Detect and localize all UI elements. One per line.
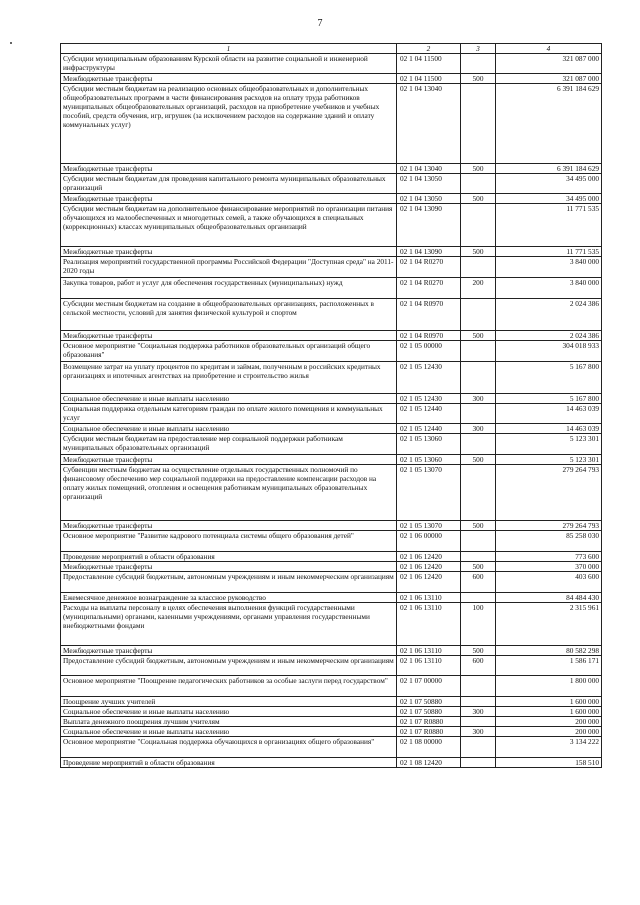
row-name: Поощрение лучших учителей [61,697,397,707]
table-row [61,521,602,531]
row-type [461,465,496,521]
row-type: 500 [461,164,496,174]
row-code: 02 1 05 12430 [397,362,461,394]
row-type: 500 [461,194,496,204]
row-name: Основное мероприятие "Развитие кадрового потенциала системы общего образования детей" [61,531,397,552]
row-amount: 5 123 301 [496,455,602,465]
table-row [61,455,602,465]
row-type: 200 [461,278,496,299]
row-amount: 200 000 [496,717,602,727]
row-code: 02 1 05 12440 [397,404,461,424]
row-type [461,758,496,768]
row-code: 02 1 05 00000 [397,341,461,362]
row-amount: 158 510 [496,758,602,768]
row-code: 02 1 05 13060 [397,455,461,465]
row-amount: 3 840 000 [496,278,602,299]
row-name: Предоставление субсидий бюджетным, автономным учреждениям и иным некоммерческим организациям [61,656,397,676]
row-type: 300 [461,424,496,434]
row-type [461,404,496,424]
row-code: 02 1 07 R0880 [397,727,461,737]
row-amount: 11 771 535 [496,247,602,257]
row-amount: 1 586 171 [496,656,602,676]
row-type [461,362,496,394]
row-name: Расходы на выплаты персоналу в целях обеспечения выполнения функций государственными (муниципальными) органами, казенными учреждениями, органами управления государственными внебюджетными фондами [61,603,397,646]
row-name: Социальное обеспечение и иные выплаты населению [61,707,397,717]
row-type: 300 [461,727,496,737]
table-row [61,257,602,278]
row-amount: 85 258 030 [496,531,602,552]
row-code: 02 1 04 13050 [397,174,461,194]
row-code: 02 1 04 11500 [397,54,461,74]
table-row [61,194,602,204]
row-type: 500 [461,521,496,531]
table-row [61,164,602,174]
row-amount: 84 484 430 [496,593,602,603]
row-amount: 80 582 298 [496,646,602,656]
row-name: Межбюджетные трансферты [61,74,397,84]
row-amount: 321 087 000 [496,54,602,74]
row-name: Субвенции местным бюджетам на осуществление отдельных государственных полномочий по финансовому обеспечению мер социальной поддержки на предоставление компенсации расходов на оплату жилых помещений, отопления и освещения работникам муниципальных образовательных организаций [61,465,397,521]
row-type [461,204,496,247]
row-type [461,552,496,562]
row-name: Возмещение затрат на уплату процентов по кредитам и займам, полученным в российских кредитных организациях и ипотечных агентствах на приобретение и строительство жилья [61,362,397,394]
row-type: 500 [461,455,496,465]
row-code: 02 1 07 50880 [397,697,461,707]
row-amount: 5 167 800 [496,394,602,404]
row-code: 02 1 06 13110 [397,656,461,676]
table-row [61,593,602,603]
row-name: Межбюджетные трансферты [61,521,397,531]
row-type: 500 [461,74,496,84]
row-amount: 3 134 222 [496,737,602,758]
row-code: 02 1 04 R0270 [397,278,461,299]
row-amount: 773 600 [496,552,602,562]
row-name: Социальное обеспечение и иные выплаты населению [61,727,397,737]
table-row [61,646,602,656]
row-name: Субсидии местным бюджетам на создание в общеобразовательных организациях, расположенных в сельской местности, условий для занятия физической культурой и спортом [61,299,397,331]
row-code: 02 1 06 12420 [397,572,461,593]
table-row [61,727,602,737]
row-code: 02 1 06 13110 [397,646,461,656]
row-code: 02 1 04 13040 [397,84,461,164]
row-type [461,174,496,194]
table-row [61,278,602,299]
page-number: 7 [317,18,323,29]
row-type [461,593,496,603]
row-amount: 1 600 000 [496,707,602,717]
table-row [61,362,602,394]
row-name: Межбюджетные трансферты [61,455,397,465]
table-row [61,717,602,727]
row-name: Ежемесячное денежное вознаграждение за классное руководство [61,593,397,603]
row-name: Социальная поддержка отдельным категориям граждан по оплате жилого помещения и коммунальных услуг [61,404,397,424]
row-code: 02 1 04 13040 [397,164,461,174]
table-row [61,54,602,74]
row-amount: 14 463 039 [496,404,602,424]
row-code: 02 1 08 00000 [397,737,461,758]
table-row [61,572,602,593]
row-type [461,676,496,697]
row-amount: 321 087 000 [496,74,602,84]
header-col-name: 1 [61,44,397,54]
table-row [61,676,602,697]
row-type [461,531,496,552]
row-amount: 5 167 800 [496,362,602,394]
row-code: 02 1 06 00000 [397,531,461,552]
row-type: 500 [461,562,496,572]
row-code: 02 1 04 13090 [397,247,461,257]
row-type: 300 [461,394,496,404]
table-body [61,54,602,768]
row-code: 02 1 07 50880 [397,707,461,717]
row-name: Проведение мероприятий в области образования [61,758,397,768]
table-row [61,434,602,455]
header-col-amount: 4 [496,44,602,54]
table-row [61,697,602,707]
row-code: 02 1 04 13050 [397,194,461,204]
row-code: 02 1 06 13110 [397,603,461,646]
table-row [61,562,602,572]
row-type [461,697,496,707]
row-type [461,737,496,758]
row-amount: 11 771 535 [496,204,602,247]
row-amount: 279 264 793 [496,465,602,521]
row-name: Межбюджетные трансферты [61,164,397,174]
table-row [61,341,602,362]
row-amount: 5 123 301 [496,434,602,455]
row-amount: 14 463 039 [496,424,602,434]
row-type: 500 [461,646,496,656]
table-row [61,603,602,646]
row-amount: 200 000 [496,727,602,737]
row-name: Субсидии местным бюджетам на реализацию основных общеобразовательных и дополнительных общеобразовательных программ в части финансирования расходов на оплату труда работников муниципальных общеобразовательных организаций, расходов на приобретение учебников и учебных пособий, средств обучения, игр, игрушек (за исключением расходов на содержание зданий и оплату коммунальных услуг) [61,84,397,164]
row-name: Основное мероприятие "Социальная поддержка обучающихся в организациях общего образования" [61,737,397,758]
row-name: Межбюджетные трансферты [61,331,397,341]
row-code: 02 1 04 R0270 [397,257,461,278]
row-type [461,299,496,331]
row-code: 02 1 05 13060 [397,434,461,455]
table-row [61,737,602,758]
row-type: 500 [461,247,496,257]
row-code: 02 1 04 13090 [397,204,461,247]
row-code: 02 1 06 12420 [397,562,461,572]
row-type: 300 [461,707,496,717]
row-amount: 2 024 386 [496,299,602,331]
table-row [61,247,602,257]
row-code: 02 1 04 R0970 [397,331,461,341]
table-row [61,758,602,768]
row-name: Субсидии местным бюджетам на дополнительное финансирование мероприятий по организации питания обучающихся из малообеспеченных и многодетных семей, а также обучающихся в специальных (коррекционных) классах муниципальных общеобразовательных организаций [61,204,397,247]
row-name: Выплата денежного поощрения лучшим учителям [61,717,397,727]
row-code: 02 1 05 12440 [397,424,461,434]
row-code: 02 1 04 11500 [397,74,461,84]
table-row [61,656,602,676]
row-amount: 304 018 933 [496,341,602,362]
row-amount: 34 495 000 [496,174,602,194]
row-name: Субсидии местным бюджетам для проведения капитального ремонта муниципальных образовательных организаций [61,174,397,194]
row-name: Межбюджетные трансферты [61,194,397,204]
row-code: 02 1 05 13070 [397,521,461,531]
row-code: 02 1 04 R0970 [397,299,461,331]
row-code: 02 1 07 R0880 [397,717,461,727]
table-row [61,74,602,84]
table-row [61,424,602,434]
row-name: Межбюджетные трансферты [61,646,397,656]
scan-speck [10,42,12,44]
row-amount: 403 600 [496,572,602,593]
table-row [61,84,602,164]
row-amount: 6 391 184 629 [496,84,602,164]
row-type: 600 [461,572,496,593]
row-name: Субсидии местным бюджетам на предоставление мер социальной поддержки работникам муниципальных образовательных организаций [61,434,397,455]
row-code: 02 1 06 12420 [397,552,461,562]
row-amount: 6 391 184 629 [496,164,602,174]
row-code: 02 1 08 12420 [397,758,461,768]
row-type: 500 [461,331,496,341]
table-row [61,404,602,424]
row-type [461,54,496,74]
row-amount: 279 264 793 [496,521,602,531]
table-row [61,204,602,247]
row-amount: 2 315 961 [496,603,602,646]
row-name: Закупка товаров, работ и услуг для обеспечения государственных (муниципальных) нужд [61,278,397,299]
row-type: 100 [461,603,496,646]
row-name: Субсидии муниципальным образованиям Курской области на развитие социальной и инженерной инфраструктуры [61,54,397,74]
row-type: 600 [461,656,496,676]
row-code: 02 1 06 13110 [397,593,461,603]
header-col-code: 2 [397,44,461,54]
row-type [461,341,496,362]
row-type [461,84,496,164]
budget-table [60,43,602,768]
row-name: Проведение мероприятий в области образования [61,552,397,562]
table-row [61,465,602,521]
table-row [61,299,602,331]
row-amount: 370 000 [496,562,602,572]
table-row [61,552,602,562]
table-row [61,174,602,194]
table-row [61,531,602,552]
table-row [61,394,602,404]
header-row [61,44,602,54]
row-code: 02 1 07 00000 [397,676,461,697]
row-name: Социальное обеспечение и иные выплаты населению [61,424,397,434]
row-name: Межбюджетные трансферты [61,247,397,257]
row-amount: 2 024 386 [496,331,602,341]
row-amount: 1 800 000 [496,676,602,697]
row-amount: 3 840 000 [496,257,602,278]
row-name: Межбюджетные трансферты [61,562,397,572]
row-code: 02 1 05 12430 [397,394,461,404]
row-type [461,257,496,278]
header-col-type: 3 [461,44,496,54]
row-amount: 34 495 000 [496,194,602,204]
row-type [461,717,496,727]
row-name: Реализация мероприятий государственной программы Российской Федерации "Доступная среда" на 2011-2020 годы [61,257,397,278]
row-name: Социальное обеспечение и иные выплаты населению [61,394,397,404]
row-type [461,434,496,455]
table-row [61,331,602,341]
table-row [61,707,602,717]
row-code: 02 1 05 13070 [397,465,461,521]
row-amount: 1 600 000 [496,697,602,707]
row-name: Предоставление субсидий бюджетным, автономным учреждениям и иным некоммерческим организациям [61,572,397,593]
row-name: Основное мероприятие "Поощрение педагогических работников за особые заслуги перед государством" [61,676,397,697]
row-name: Основное мероприятие "Социальная поддержка работников образовательных организаций общего образования" [61,341,397,362]
